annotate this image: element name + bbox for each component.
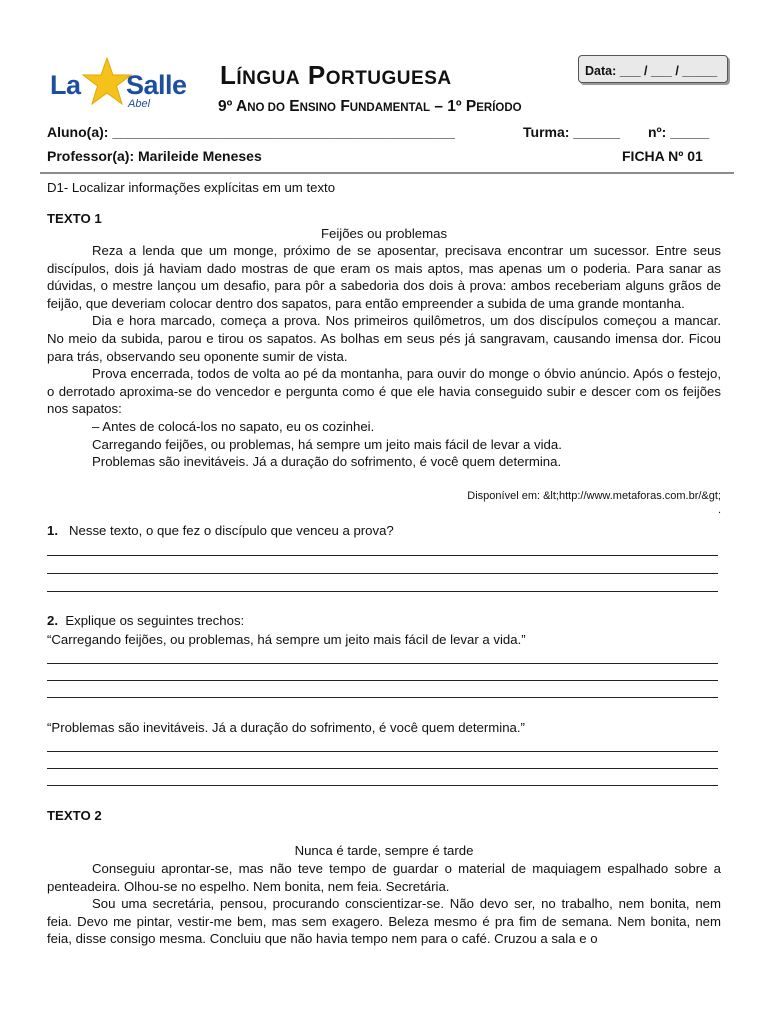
- text1-source: Disponível em: &lt;http://www.metaforas.com.br/&gt;: [467, 490, 721, 502]
- text1-source-dot: .: [717, 504, 721, 516]
- text2-paragraph: Sou uma secretária, pensou, procurando conscientizar-se. Não devo ser, no trabalho, nem bonita, nem feia. Devo me pintar, vestir-me bem, mas sem exagero. Beleza mesmo é pra fim de semana. Nem bonita, nem feia, disse consigo mesma. Concluiu que não havia tempo nem para o café. Cruzou a sala e o: [47, 896, 721, 947]
- page-title: LÍNGUA PORTUGUESA: [220, 60, 452, 90]
- answer-line[interactable]: [47, 591, 718, 592]
- page-subtitle: 9º ANO DO ENSINO FUNDAMENTAL – 1º PERÍODO: [218, 98, 522, 115]
- text2-title: Nunca é tarde, sempre é tarde: [294, 843, 474, 858]
- descriptor-text: D1- Localizar informações explícitas em um texto: [47, 180, 336, 195]
- question-2: 2. Explique os seguintes trechos:: [47, 613, 245, 628]
- teacher-name: Professor(a): Marileide Meneses: [47, 148, 262, 164]
- answer-line[interactable]: [47, 663, 718, 664]
- text1-paragraph: Reza a lenda que um monge, próximo de se aposentar, precisava encontrar um sucessor. Entre seus discípulos, dois já haviam dado mostras de que eram os mais aptos, mas apenas um o poderia. Para sanar as dúvidas, o mestre lançou um desafio, para pôr a sabedoria dos dois à prova: ambos receberiam alguns grãos de feijão, que deveriam colocar dentro dos sapatos, para então empreender a subida de uma grande montanha.: [47, 243, 721, 311]
- answer-line[interactable]: [47, 697, 718, 698]
- question-1: 1. Nesse texto, o que fez o discípulo que venceu a prova?: [47, 523, 394, 538]
- text1-paragraph: Carregando feijões, ou problemas, há sempre um jeito mais fácil de levar a vida.: [92, 436, 562, 452]
- question-2-quote-1: “Carregando feijões, ou problemas, há sempre um jeito mais fácil de levar a vida.”: [47, 632, 526, 647]
- text1-paragraph: Prova encerrada, todos de volta ao pé da montanha, para ouvir do monge o óbvio anúncio. Após o festejo, o derrotado aproxima-se do vencedor e pergunta como é que ele havia conseguido subir e descer com os feijões nos sapatos:: [47, 366, 721, 417]
- answer-line[interactable]: [47, 680, 718, 681]
- answer-line[interactable]: [47, 768, 718, 769]
- class-field[interactable]: Turma: ______: [523, 124, 621, 140]
- logo-abel-text: Abel: [128, 98, 151, 110]
- date-field[interactable]: Data: ___ / ___ / _____: [578, 55, 728, 83]
- text1-title: Feijões ou problemas: [320, 226, 448, 241]
- answer-line[interactable]: [47, 573, 718, 574]
- logo-la-text: La: [50, 70, 81, 100]
- text2-paragraph: Conseguiu aprontar-se, mas não teve tempo de guardar o material de maquiagem espalhado sobre a penteadeira. Olhou-se no espelho. Nem bonita, nem feia. Secretária.: [47, 861, 721, 894]
- number-field[interactable]: nº: _____: [648, 124, 710, 140]
- text1-body: [47, 242, 721, 471]
- text1-label: TEXTO 1: [47, 211, 102, 226]
- worksheet-number: FICHA Nº 01: [622, 148, 703, 164]
- answer-line[interactable]: [47, 555, 718, 556]
- student-name-field[interactable]: Aluno(a): ____________________________________________: [47, 124, 455, 140]
- text2-label: TEXTO 2: [47, 808, 102, 823]
- text1-paragraph: Dia e hora marcado, começa a prova. Nos primeiros quilômetros, um dos discípulos começou a mancar. No meio da subida, parou e tirou os sapatos. As bolhas em seus pés já sangravam, causando imensa dor. Ficou para trás, observando seu oponente sumir de vista.: [47, 313, 721, 364]
- question-2-quote-2: “Problemas são inevitáveis. Já a duração do sofrimento, é você quem determina.”: [47, 720, 525, 735]
- header-divider: [40, 172, 734, 174]
- la-salle-logo: [48, 56, 187, 116]
- logo-salle-text: Salle: [126, 70, 187, 100]
- answer-line[interactable]: [47, 785, 718, 786]
- text1-paragraph: Problemas são inevitáveis. Já a duração do sofrimento, é você quem determina.: [92, 454, 562, 470]
- answer-line[interactable]: [47, 751, 718, 752]
- text1-paragraph: – Antes de colocá-los no sapato, eu os cozinhei.: [92, 418, 375, 434]
- text2-body: [47, 860, 721, 948]
